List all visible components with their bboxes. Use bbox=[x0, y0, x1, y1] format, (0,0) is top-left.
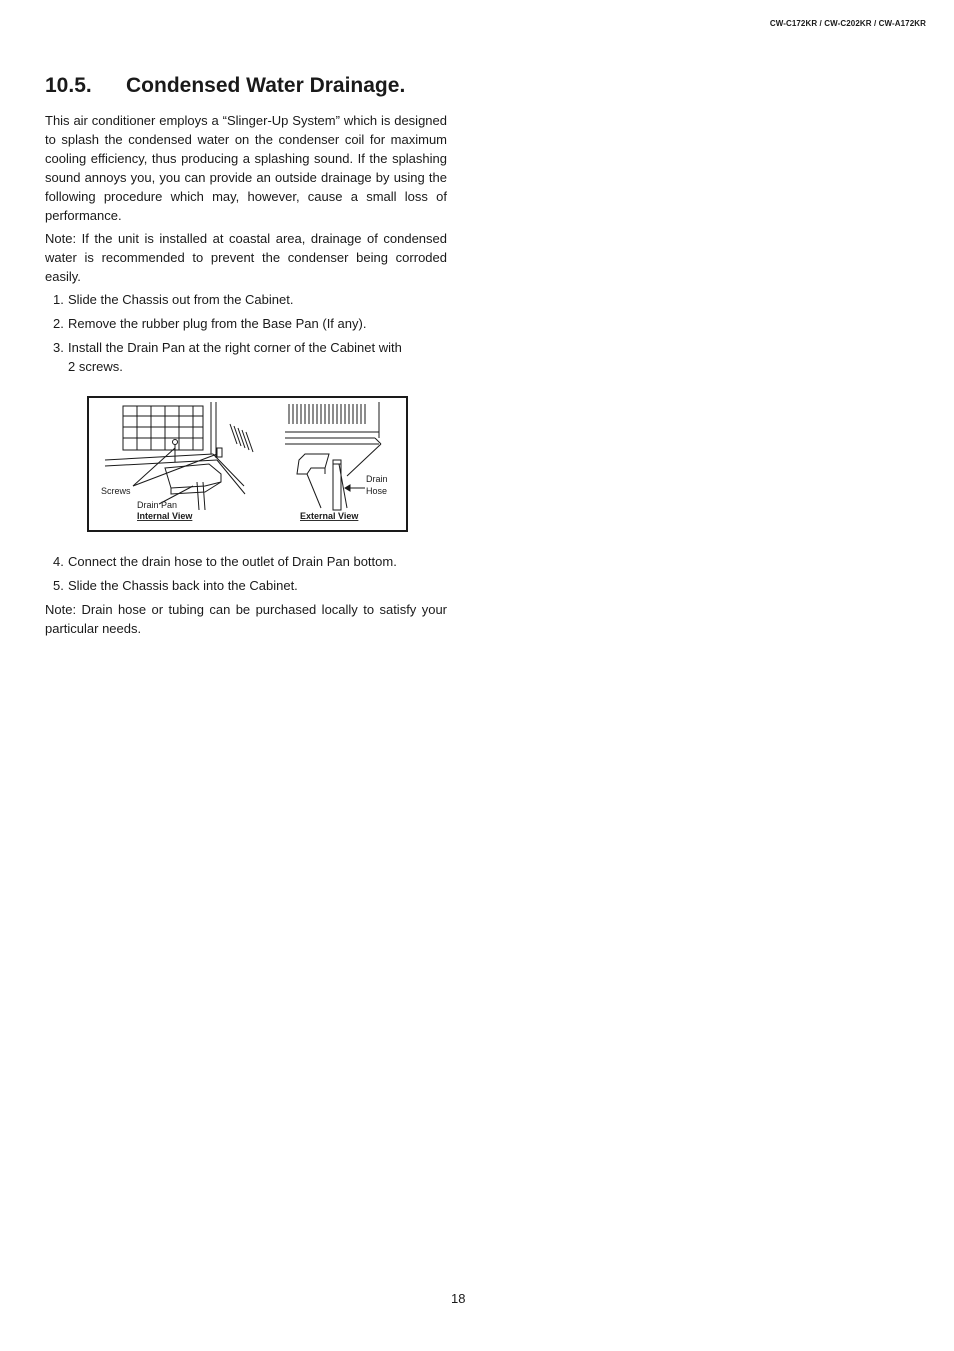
header-model-numbers: CW-C172KR / CW-C202KR / CW-A172KR bbox=[769, 19, 926, 28]
step-item bbox=[53, 314, 447, 333]
intro-paragraph: This air conditioner employs a “Slinger-Up System” which is designed to splash the condensed water on the condenser coil for maximum cooling efficiency, thus producing a splashing sound. If the splashing sound annoys you, you can provide an outside drainage by using the following procedure which may, however, cause a small loss of performance. bbox=[45, 113, 447, 223]
step-item bbox=[53, 576, 447, 595]
page-number: 18 bbox=[451, 1291, 466, 1306]
step-item bbox=[53, 552, 447, 571]
step-item bbox=[53, 338, 447, 376]
main-column bbox=[45, 111, 447, 381]
figure-label-drain: Drain bbox=[366, 474, 388, 484]
figure-label-screws: Screws bbox=[101, 486, 131, 496]
figure-label-external-view: External View bbox=[300, 511, 359, 521]
section-title bbox=[45, 74, 405, 98]
step-number: 5. bbox=[53, 578, 64, 593]
lower-column bbox=[45, 552, 447, 642]
steps-list-b bbox=[53, 552, 447, 595]
figure-label-internal-view: Internal View bbox=[137, 511, 193, 521]
step-text: Slide the Chassis back into the Cabinet. bbox=[68, 578, 298, 593]
coastal-note: Note: If the unit is installed at coastal area, drainage of condensed water is recommended to prevent the condenser being corroded easily. bbox=[45, 231, 447, 284]
step-text: Remove the rubber plug from the Base Pan (If any). bbox=[68, 316, 367, 331]
step-number: 1. bbox=[53, 292, 64, 307]
figure-label-drain-pan: Drain Pan bbox=[137, 500, 178, 510]
step-text: Install the Drain Pan at the right corner of the Cabinet with 2 screws. bbox=[68, 340, 402, 374]
step-item bbox=[53, 290, 447, 309]
steps-list-a bbox=[53, 290, 447, 376]
section-number: 10.5. bbox=[45, 74, 92, 97]
drain-pan-illustration bbox=[89, 398, 406, 530]
section-title-text: Condensed Water Drainage. bbox=[126, 74, 406, 97]
step-number: 2. bbox=[53, 316, 64, 331]
step-text: Connect the drain hose to the outlet of Drain Pan bottom. bbox=[68, 554, 397, 569]
drain-pan-figure bbox=[87, 396, 408, 532]
step-number: 3. bbox=[53, 340, 64, 355]
figure-label-hose: Hose bbox=[366, 486, 388, 496]
step-text: Slide the Chassis out from the Cabinet. bbox=[68, 292, 294, 307]
tubing-note: Note: Drain hose or tubing can be purchased locally to satisfy your particular needs. bbox=[45, 602, 447, 636]
step-number: 4. bbox=[53, 554, 64, 569]
